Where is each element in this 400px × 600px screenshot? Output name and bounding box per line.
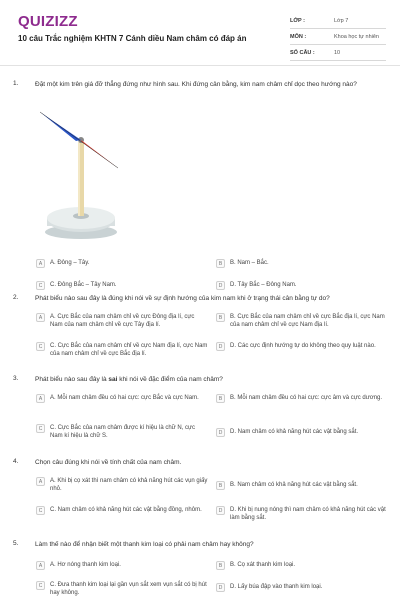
- option-letter: A: [36, 561, 45, 570]
- meta-label: SỐ CÂU :: [290, 50, 315, 56]
- option-letter: C: [36, 506, 45, 515]
- option-letter: B: [216, 481, 225, 490]
- option-text: D. Lấy búa đập vào thanh kim loại.: [230, 584, 323, 590]
- option-letter: D: [216, 506, 225, 515]
- question-number: 1.: [13, 80, 19, 87]
- worksheet-meta: [290, 14, 386, 62]
- option-letter: B: [216, 394, 225, 403]
- meta-row-class: [290, 14, 386, 29]
- option-text: A. Mỗi nam châm đều có hai cực: cực Bắc và cực Nam.: [50, 395, 199, 401]
- question-text-part: Phát biểu nào sau đây là: [35, 376, 109, 383]
- meta-row-subject: [290, 30, 386, 45]
- option-text: A. Cực Bắc của nam châm chỉ về cực Đông địa lí, cực Nam của nam châm chỉ về cực Tây địa lí.: [50, 314, 195, 328]
- option-text: B. Cọ xát thanh kim loại.: [230, 562, 296, 568]
- option-text: B. Cực Bắc của nam châm chỉ về cực Bắc địa lí, cực Nam của nam châm chỉ về cực Nam địa lí.: [230, 314, 385, 328]
- option-letter: C: [36, 342, 45, 351]
- worksheet-title: 10 câu Trắc nghiệm KHTN 7 Cánh diều Nam châm có đáp án: [18, 34, 247, 43]
- option-text: D. Các cực định hướng tự do không theo quy luật nào.: [230, 343, 376, 349]
- option-text: C. Đưa thanh kim loại lại gần vụn sắt xem vụn sắt có bị hút hay không.: [50, 582, 207, 596]
- option-letter: D: [216, 583, 225, 592]
- question-text: Chọn câu đúng khi nói về tính chất của nam châm.: [35, 459, 182, 466]
- meta-value: Lớp 7: [334, 18, 349, 24]
- quizizz-logo: QUIZIZZ: [18, 13, 78, 30]
- meta-value: Khoa học tự nhiên: [334, 34, 379, 40]
- option-letter: D: [216, 281, 225, 290]
- option-text: A. Đông – Tây.: [50, 260, 90, 266]
- question-number: 5.: [13, 540, 19, 547]
- option-letter: B: [216, 313, 225, 322]
- meta-label: MÔN :: [290, 34, 307, 40]
- option-letter: C: [36, 581, 45, 590]
- option-letter: D: [216, 428, 225, 437]
- question-text: [35, 375, 385, 384]
- option-text: D. Khi bị nung nóng thì nam châm có khả năng hút các vật làm bằng sắt.: [230, 507, 386, 521]
- option-text: B. Nam – Bắc.: [230, 260, 269, 266]
- option-text: C. Đông Bắc – Tây Nam.: [50, 282, 117, 288]
- option-letter: C: [36, 424, 45, 433]
- question-text: Phát biểu nào sau đây là đúng khi nói về sự định hướng của kim nam khi ở trạng thái cân bằng tự do?: [35, 295, 330, 302]
- compass-needle-on-stand-icon: [36, 110, 126, 240]
- meta-value: 10: [334, 50, 341, 56]
- option-text: A. Khi bị cọ xát thì nam châm có khả năng hút các vụn giấy nhỏ.: [50, 478, 208, 492]
- option-letter: A: [36, 259, 45, 268]
- question-text: Làm thế nào để nhận biết một thanh kim loại có phải nam châm hay không?: [35, 541, 254, 548]
- meta-row-count: [290, 46, 386, 61]
- option-text: C. Cực Bắc của nam châm được kí hiệu là chữ N, cực Nam kí hiệu là chữ S.: [50, 425, 196, 439]
- option-letter: A: [36, 477, 45, 486]
- option-letter: A: [36, 394, 45, 403]
- magnet-needle-image: [36, 110, 126, 240]
- question-number: 4.: [13, 458, 19, 465]
- option-text: C. Nam châm có khả năng hút các vật bằng đồng, nhôm.: [50, 507, 202, 513]
- worksheet-header: [0, 0, 400, 66]
- option-letter: A: [36, 313, 45, 322]
- question-number: 3.: [13, 375, 19, 382]
- option-text: A. Hơ nóng thanh kim loại.: [50, 562, 121, 568]
- question-text-emphasis: sai: [108, 376, 118, 383]
- option-text: D. Nam châm có khả năng hút các vật bằng sắt.: [230, 429, 359, 435]
- option-text: B. Mỗi nam châm đều có hai cực: cực âm và cực dương.: [230, 395, 383, 401]
- option-letter: C: [36, 281, 45, 290]
- option-letter: D: [216, 342, 225, 351]
- option-letter: B: [216, 561, 225, 570]
- option-text: D. Tây Bắc – Đông Nam.: [230, 282, 297, 288]
- option-letter: B: [216, 259, 225, 268]
- option-text: B. Nam châm có khả năng hút các vật bằng sắt.: [230, 482, 358, 488]
- question-text-part: khi nói về đặc điểm của nam châm?: [117, 376, 223, 383]
- question-number: 2.: [13, 294, 19, 301]
- option-text: C. Cực Bắc của nam châm chỉ về cực Nam địa lí, cực Nam của nam châm chỉ về cực Bắc địa lí.: [50, 343, 208, 357]
- meta-label: LỚP :: [290, 18, 305, 24]
- question-text: Đặt một kim trên giá đỡ thẳng đứng như hình sau. Khi đứng cân bằng, kim nam châm chỉ dọc theo hướng nào?: [35, 81, 357, 88]
